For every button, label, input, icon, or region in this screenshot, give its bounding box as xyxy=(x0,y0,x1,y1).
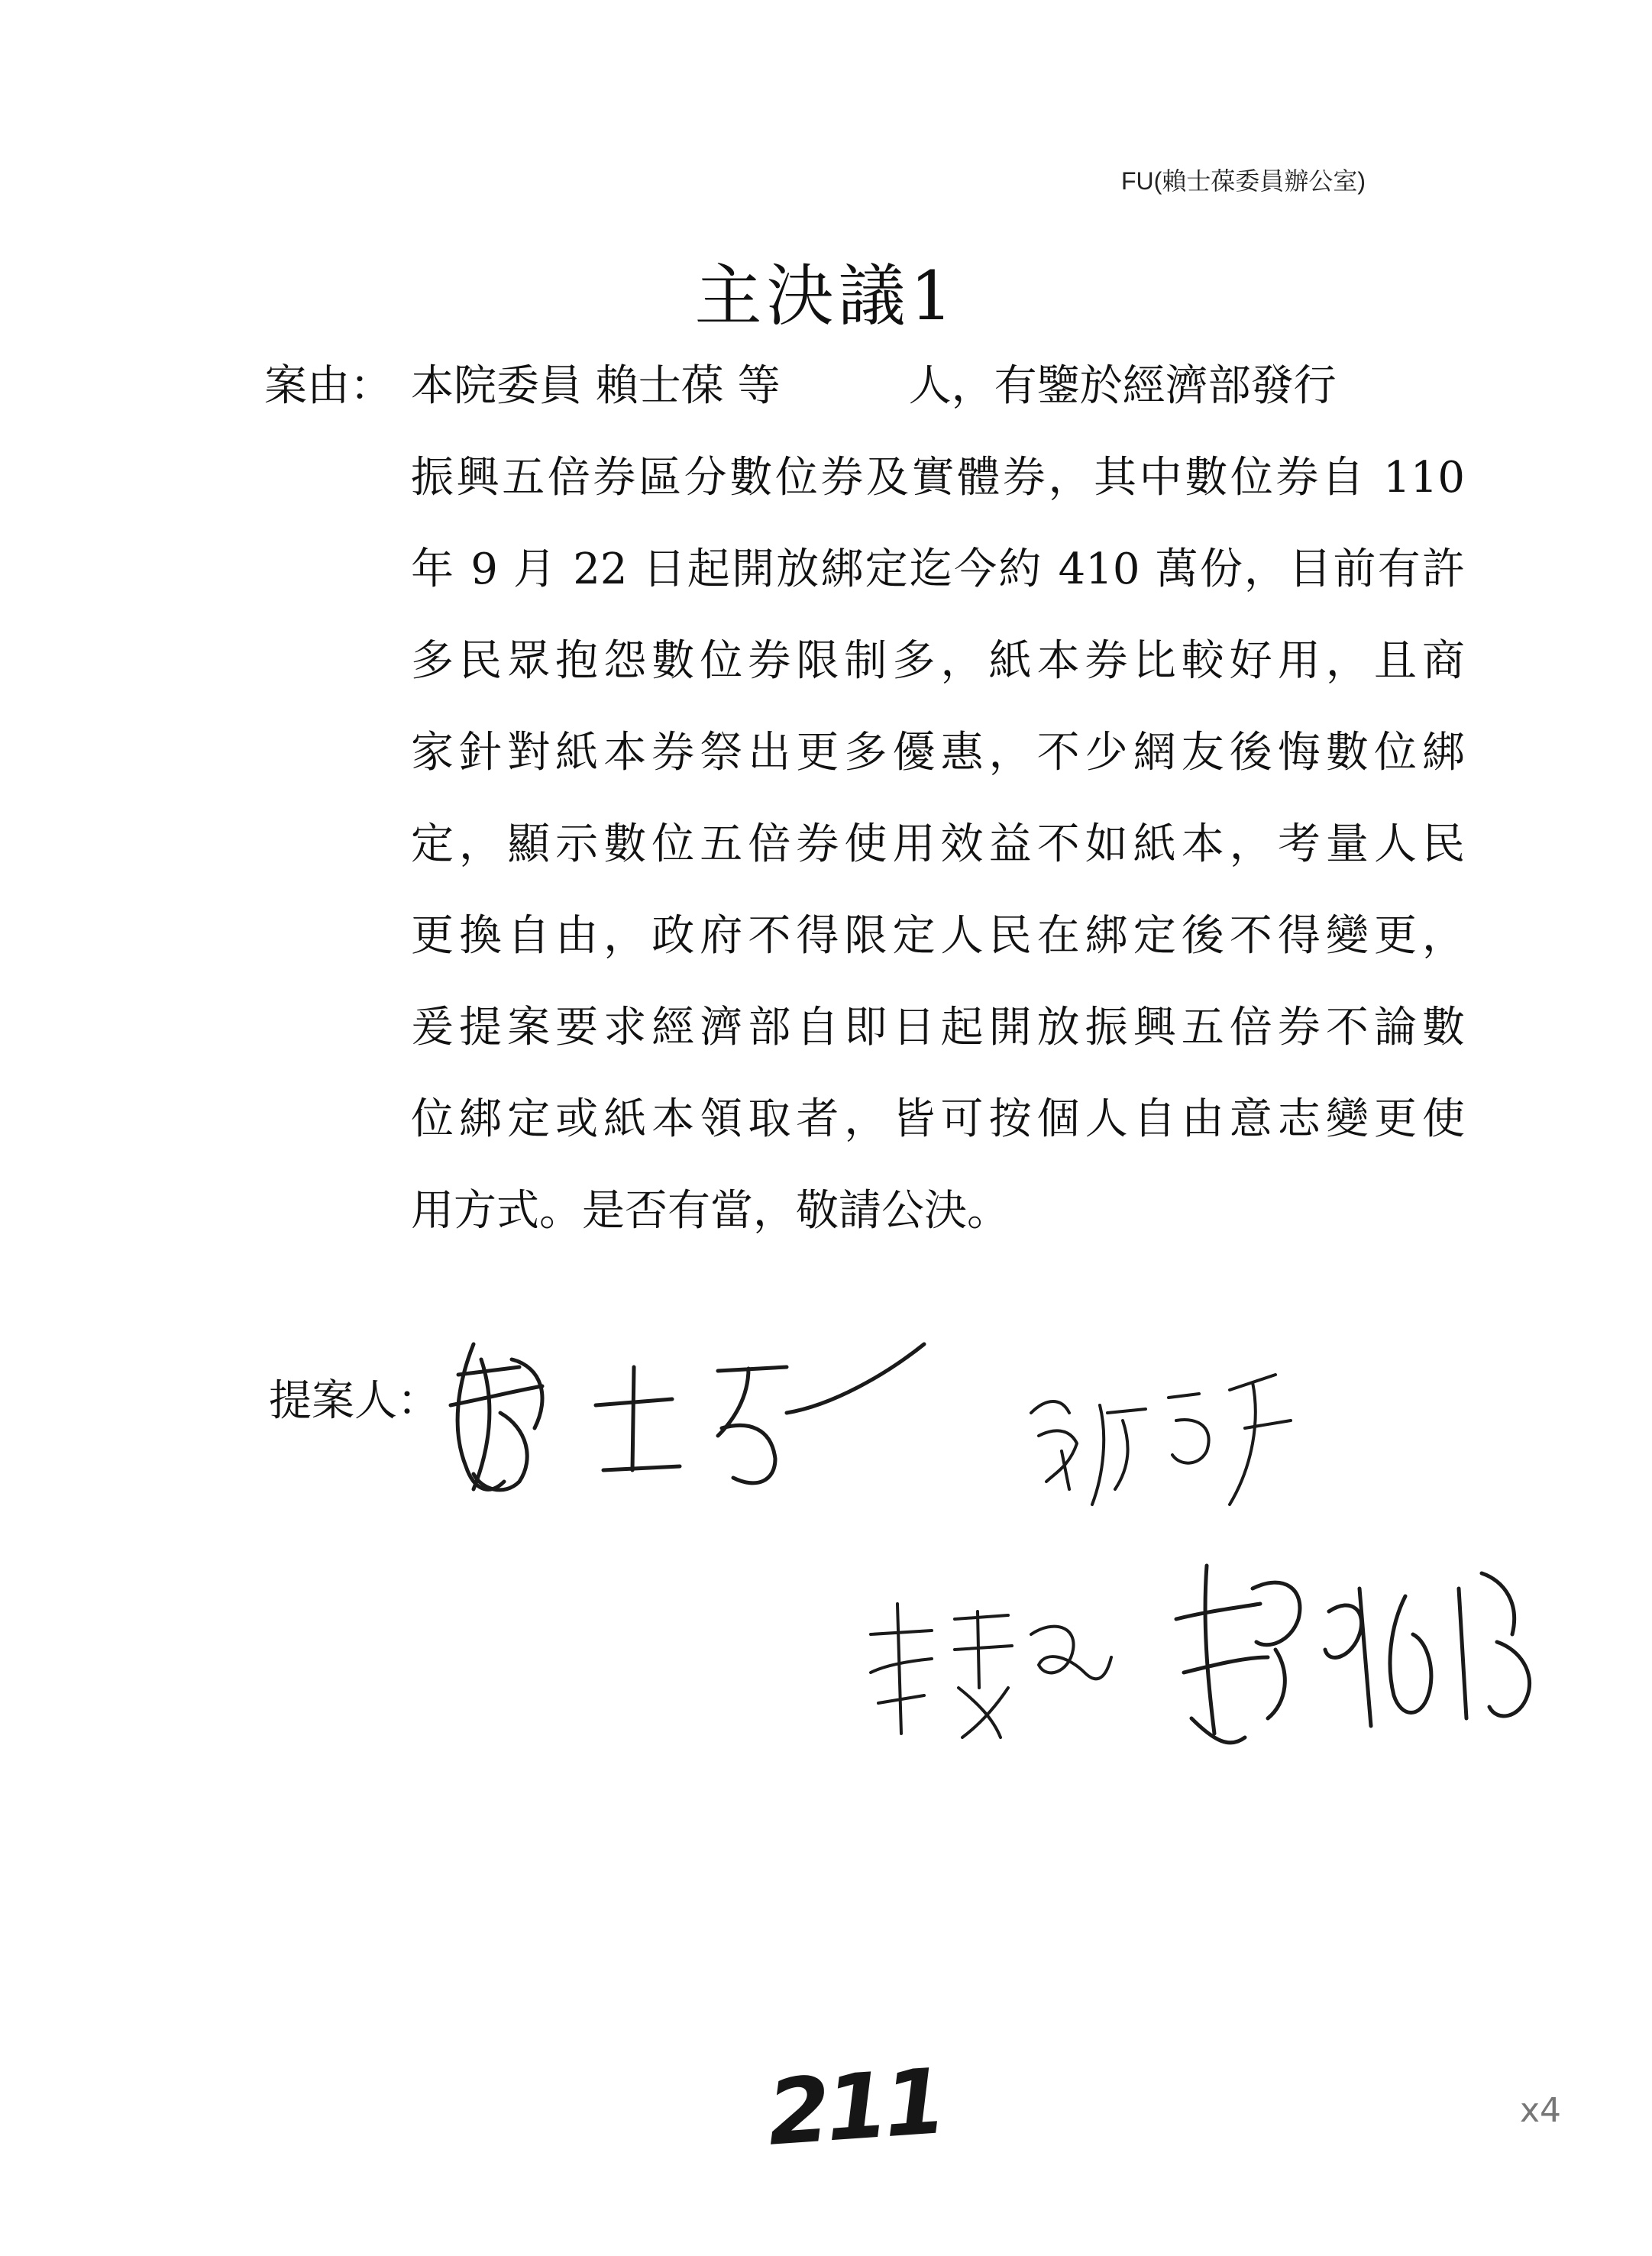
page-title: 主決議1 xyxy=(694,257,958,335)
page-number: 211 xyxy=(764,2048,946,2166)
header-note: FU(賴士葆委員辦公室) xyxy=(1121,167,1366,195)
margin-mark: x4 xyxy=(1520,2091,1562,2130)
signature-2 xyxy=(1016,1352,1314,1520)
case-line: 爰提案要求經濟部自即日起開放振興五倍券不論數 xyxy=(411,1003,1465,1052)
case-line: 用方式。是否有當，敬請公決。 xyxy=(411,1186,1010,1236)
case-line: 振興五倍券區分數位券及實體券，其中數位券自 110 xyxy=(411,453,1465,503)
case-line: 多民眾抱怨數位券限制多，紙本券比較好用，且商 xyxy=(411,636,1465,686)
signature-1 xyxy=(428,1314,962,1520)
case-line: 更換自由，政府不得限定人民在綁定後不得變更， xyxy=(411,911,1465,961)
proposer-label: 提案人： xyxy=(269,1376,440,1426)
signature-4 xyxy=(1161,1543,1589,1764)
case-line: 年 9 月 22 日起開放綁定迄今約 410 萬份，目前有許 xyxy=(411,545,1465,594)
case-line: 定，顯示數位五倍券使用效益不如紙本，考量人民 xyxy=(411,819,1465,869)
case-line: 家針對紙本券祭出更多優惠，不少網友後悔數位綁 xyxy=(411,728,1465,777)
signature-3 xyxy=(855,1573,1130,1749)
case-line: 本院委員 賴士葆 等 人，有鑒於經濟部發行 xyxy=(411,361,1337,411)
case-label: 案由： xyxy=(264,361,393,411)
case-line: 位綁定或紙本領取者，皆可按個人自由意志變更使 xyxy=(411,1094,1465,1144)
